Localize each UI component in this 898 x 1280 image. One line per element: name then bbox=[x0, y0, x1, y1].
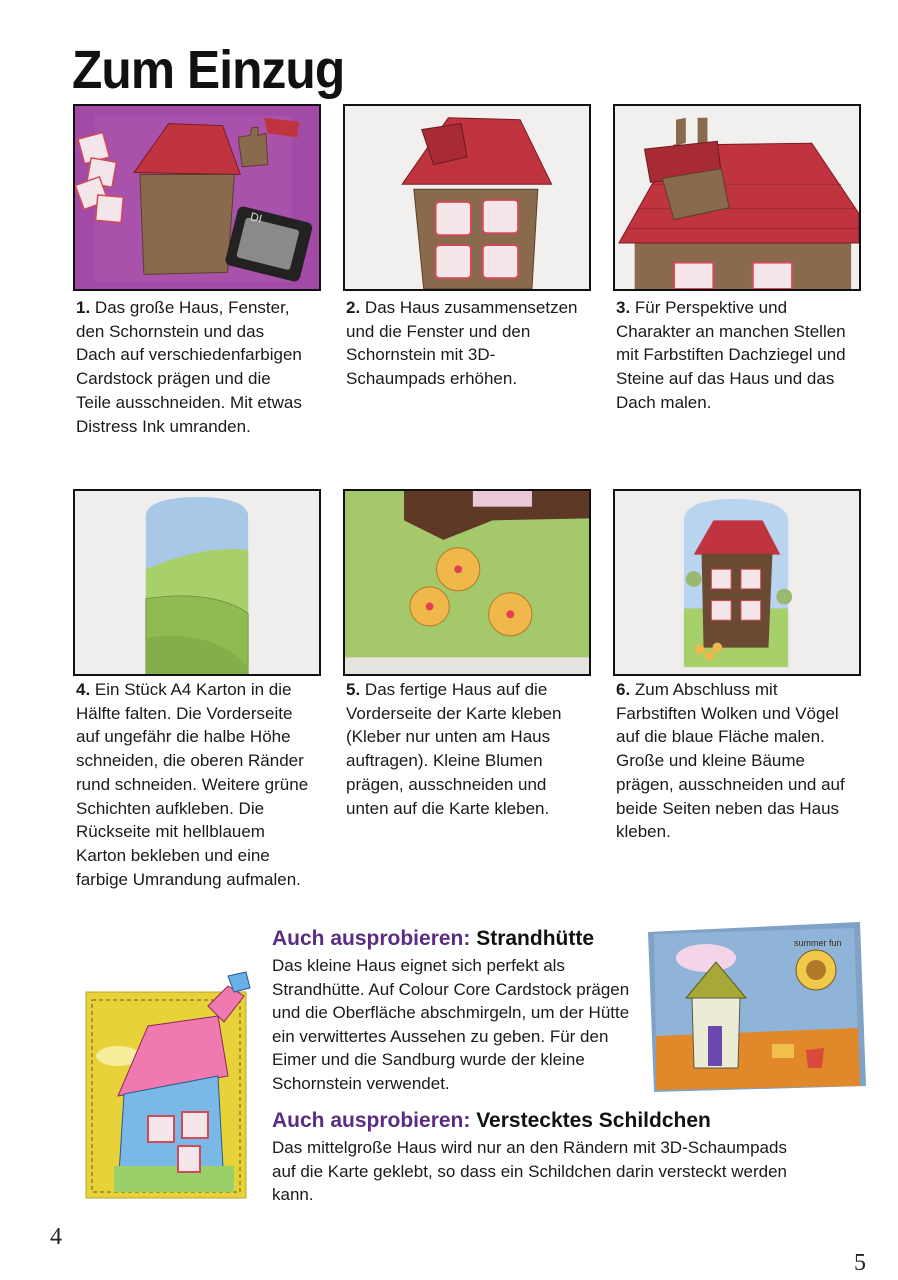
step-description: Ein Stück A4 Karton in die Hälfte falten. Die Vorderseite auf ungefähr die halbe Höhe schneiden, die oberen Ränder rund schneiden. Weitere grüne Schichten aufkleben. Die Rückseite mit hellblauem Karton bekleben und eine farbige Umrandung aufmalen. bbox=[76, 680, 309, 889]
step-6-text bbox=[616, 678, 848, 844]
section-schildchen-heading bbox=[272, 1108, 711, 1134]
step-number: 3. bbox=[616, 298, 631, 317]
section-strandhuette-heading bbox=[272, 926, 594, 952]
step-description: Für Perspektive und Charakter an manchen Stellen mit Farbstiften Dachziegel und Steine auf das Haus und das Dach malen. bbox=[616, 298, 846, 412]
step-1-photo bbox=[73, 104, 321, 291]
step-number: 1. bbox=[76, 298, 91, 317]
section-title: Strandhütte bbox=[470, 927, 595, 950]
hidden-tag-card-photo bbox=[78, 966, 258, 1204]
section-prefix: Auch ausprobieren: bbox=[272, 927, 471, 950]
page-number-right: 5 bbox=[854, 1250, 866, 1276]
step-6-photo bbox=[613, 489, 861, 676]
step-2-photo bbox=[343, 104, 591, 291]
ink-pad-label: DI bbox=[248, 210, 264, 226]
step-4-photo bbox=[73, 489, 321, 676]
page-title: Zum Einzug bbox=[72, 40, 345, 100]
step-description: Das fertige Haus auf die Vorderseite der Karte kleben (Kleber nur unten am Haus auftragen). Kleine Blumen prägen, ausschneiden und unten auf die Karte kleben. bbox=[346, 680, 562, 818]
step-description: Das große Haus, Fenster, den Schornstein und das Dach auf verschiedenfarbigen Cardstock prägen und die Teile ausschneiden. Mit etwas Distress Ink umranden. bbox=[76, 298, 302, 436]
section-title: Verstecktes Schildchen bbox=[470, 1109, 711, 1132]
section-prefix: Auch ausprobieren: bbox=[272, 1109, 471, 1132]
beach-hut-card-photo bbox=[646, 918, 868, 1096]
step-description: Das Haus zusammensetzen und die Fenster und den Schornstein mit 3D-Schaumpads erhöhen. bbox=[346, 298, 578, 389]
step-description: Zum Abschluss mit Farbstiften Wolken und Vögel auf die blaue Fläche malen. Große und kleine Bäume prägen, ausschneiden und auf beide Seiten neben das Haus kleben. bbox=[616, 680, 845, 842]
step-number: 4. bbox=[76, 680, 91, 699]
step-5-photo bbox=[343, 489, 591, 676]
step-1-text bbox=[76, 296, 308, 438]
step-3-photo bbox=[613, 104, 861, 291]
step-number: 6. bbox=[616, 680, 631, 699]
step-number: 5. bbox=[346, 680, 361, 699]
step-3-text bbox=[616, 296, 856, 415]
step-2-text bbox=[346, 296, 578, 391]
card-text: summer fun bbox=[794, 938, 842, 948]
step-number: 2. bbox=[346, 298, 361, 317]
section-schildchen-body: Das mittelgroße Haus wird nur an den Rändern mit 3D-Schaumpads auf die Karte geklebt, so dass ein Schildchen darin versteckt werden kann. bbox=[272, 1138, 788, 1205]
page-number-left: 4 bbox=[50, 1224, 62, 1250]
section-strandhuette-body: Das kleine Haus eignet sich perfekt als Strandhütte. Auf Colour Core Cardstock prägen und die Oberfläche abschmirgeln, um der Hütte ein verwittertes Aussehen zu geben. Für den Eimer und die Sandburg wurde der kleine Schornstein verwendet. bbox=[272, 956, 630, 1093]
step-4-text bbox=[76, 678, 312, 891]
step-5-text bbox=[346, 678, 578, 820]
